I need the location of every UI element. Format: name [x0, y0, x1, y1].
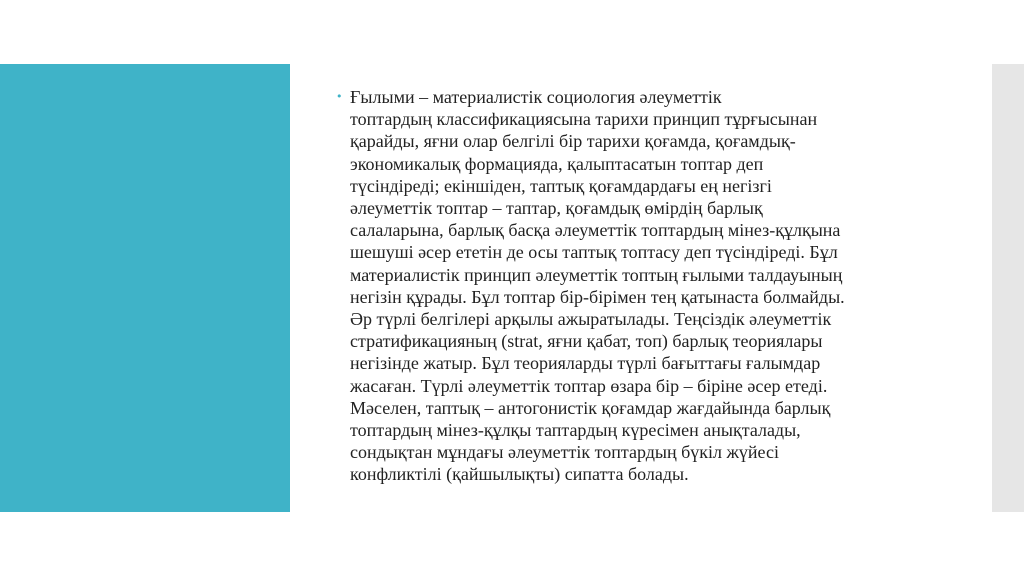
paragraph-line: топтардың классификациясына тарихи принцип тұрғысынан — [350, 109, 818, 130]
paragraph-line: Ғылыми – материалистік социология әлеуметтік — [350, 87, 722, 107]
paragraph-line: салаларына, барлық басқа әлеуметтік топтардың мінез-құлқына — [350, 220, 841, 241]
paragraph-line: экономикалық формацияда, қалыптасатын топтар деп — [350, 153, 764, 174]
bullet-paragraph — [336, 86, 936, 486]
side-panel — [992, 64, 1024, 512]
paragraph-line: материалистік принцип әлеуметтік топтың ғылыми талдауының — [350, 264, 843, 285]
paragraph-line: сондықтан мұндағы әлеуметтік топтардың бүкіл жүйесі — [350, 442, 779, 463]
paragraph-line: Мәселен, таптық – антогонистік қоғамдар жағдайында барлық — [350, 397, 831, 418]
paragraph-line: Әр түрлі белгілері арқылы ажыратылады. Теңсіздік әлеуметтік — [350, 309, 832, 330]
slide-content — [336, 86, 936, 486]
paragraph-line: топтардың мінез-құлқы таптардың күресімен анықталады, — [350, 420, 801, 441]
paragraph-line: конфликтілі (қайшылықты) сипатта болады. — [350, 464, 689, 485]
paragraph-line: стратификацияның (strat, яғни қабат, топ) барлық теориялары — [350, 331, 823, 352]
paragraph-line: түсіндіреді; екіншіден, таптық қоғамдардағы ең негізгі — [350, 175, 772, 196]
paragraph-line: әлеуметтік топтар – таптар, қоғамдық өмірдің барлық — [350, 198, 763, 219]
paragraph-line: шешуші әсер ететін де осы таптық топтасу деп түсіндіреді. Бұл — [350, 242, 838, 263]
paragraph-line: жасаған. Түрлі әлеуметтік топтар өзара бір – біріне әсер етеді. — [350, 375, 828, 396]
bullet-point-icon: • — [336, 90, 343, 103]
paragraph-line: қарайды, яғни олар белгілі бір тарихи қоғамда, қоғамдық- — [350, 131, 796, 152]
paragraph-line: негізін құрады. Бұл топтар бір-бірімен тең қатынаста болмайды. — [350, 286, 845, 307]
paragraph-line: негізінде жатыр. Бұл теорияларды түрлі бағыттағы ғалымдар — [350, 353, 821, 374]
accent-panel — [0, 64, 290, 512]
